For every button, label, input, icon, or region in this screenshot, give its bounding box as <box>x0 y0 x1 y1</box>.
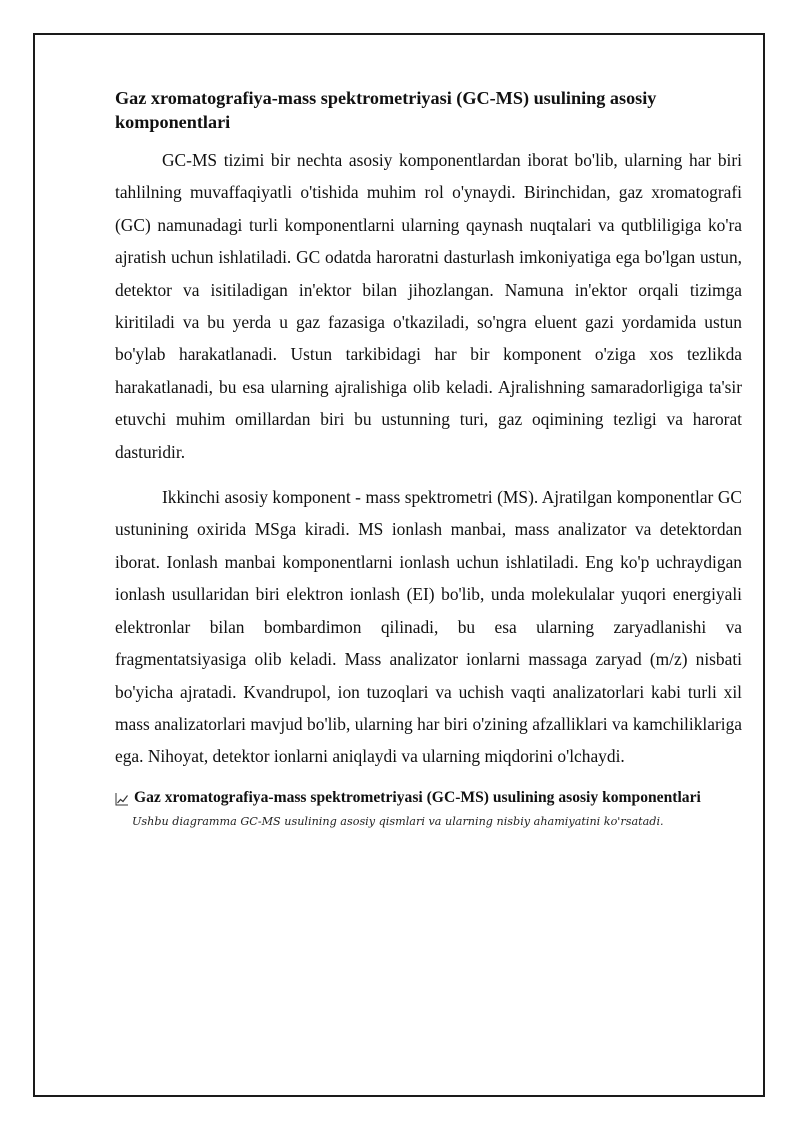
figure-caption: Ushbu diagramma GC-MS usulining asosiy qismlari va ularning nisbiy ahamiyatini ko'rsatadi. <box>132 814 664 828</box>
document-body <box>115 86 742 831</box>
figure-title-row <box>115 787 742 809</box>
figure-title: Gaz xromatografiya-mass spektrometriyasi (GC-MS) usulining asosiy komponentlari <box>134 788 701 806</box>
section-heading: Gaz xromatografiya-mass spektrometriyasi (GC-MS) usulining asosiy komponentlari <box>115 88 657 132</box>
paragraph-ms: Ikkinchi asosiy komponent - mass spektrometri (MS). Ajratilgan komponentlar GC ustunining oxirida MSga kiradi. MS ionlash manbai, mass analizator va detektordan iborat. Ionlash manbai komponentlarni ionlash uchun ishlatiladi. Eng ko'p uchraydigan ionlash usullaridan biri elektron ionlash (EI) bo'lib, unda molekulalar yuqori energiyali elektronlar bilan bombardimon qilinadi, bu esa ularning zaryadlanishi va fragmentatsiyasiga olib keladi. Mass analizator ionlarni massaga zaryad (m/z) nisbati bo'yicha ajratadi. Kvandrupol, ion tuzoqlari va uchish vaqti analizatorlari kabi turli xil mass analizatorlari mavjud bo'lib, ularning har biri o'zining afzalliklari va kamchiliklariga ega. Nihoyat, detektor ionlarni aniqlaydi va ularning miqdorini o'lchaydi. <box>115 487 742 767</box>
chart-line-icon <box>115 791 129 805</box>
paragraph-gc: GC-MS tizimi bir nechta asosiy komponentlardan iborat bo'lib, ularning har biri tahlilning muvaffaqiyatli o'tishida muhim rol o'ynaydi. Birinchidan, gaz xromatografi (GC) namunadagi turli komponentlarni ularning qaynash nuqtalari va qutbliligiga ko'ra ajratish uchun ishlatiladi. GC odatda haroratni dasturlash imkoniyatiga ega bo'lgan ustun, detektor va isitiladigan in'ektor bilan jihozlangan. Namuna in'ektor orqali tizimga kiritiladi va bu yerda u gaz fazasiga o'tkaziladi, so'ngra eluent gazi yordamida ustun bo'ylab harakatlanadi. Ustun tarkibidagi har bir komponent o'ziga xos tezlikda harakatlanadi, bu esa ularning ajralishiga olib keladi. Ajralishning samaradorligiga ta'sir etuvchi muhim omillardan biri bu ustunning turi, gaz oqimining tezligi va harorat dasturidir. <box>115 150 742 462</box>
figure-block <box>115 787 742 831</box>
